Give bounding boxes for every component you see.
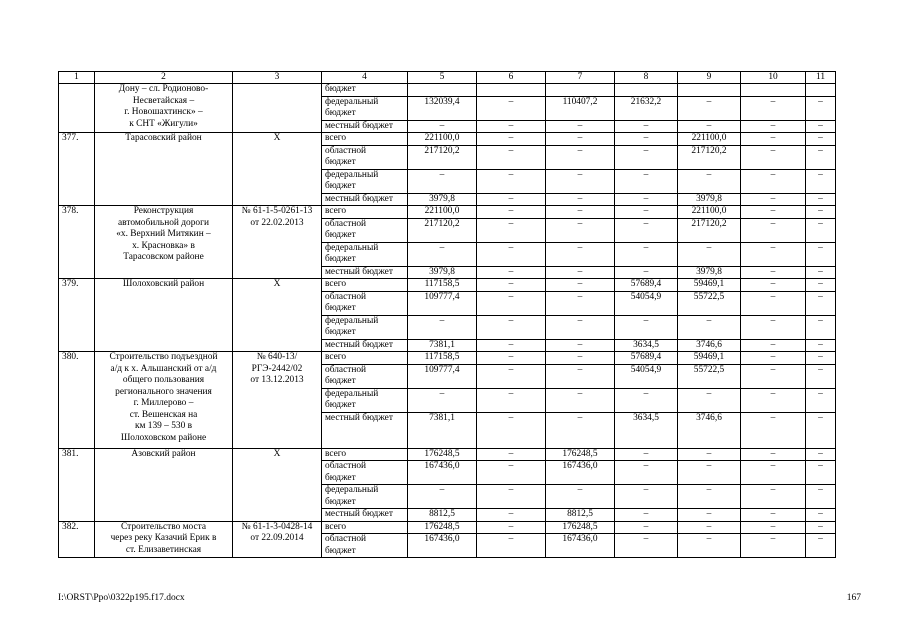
- amount-cell: –: [615, 509, 678, 522]
- document-number: № 61-1-5-0261-13 от 22.02.2013: [233, 206, 322, 279]
- table-row: [59, 521, 836, 534]
- amount-cell: –: [546, 145, 615, 169]
- funding-source: областной бюджет: [322, 534, 408, 558]
- amount-cell: –: [477, 412, 546, 448]
- amount-cell: –: [615, 218, 678, 242]
- amount-cell: –: [678, 534, 741, 558]
- table-row: [59, 352, 836, 365]
- amount-cell: –: [408, 388, 477, 412]
- amount-cell: –: [546, 133, 615, 146]
- object-name: Тарасовский район: [95, 133, 233, 206]
- funding-source: местный бюджет: [322, 509, 408, 522]
- amount-cell: –: [615, 461, 678, 485]
- amount-cell: 3634,5: [615, 412, 678, 448]
- object-name: Строительство подъездной а/д к х. Альшанский от а/д общего пользования регионального значения г. Миллерово – ст. Вешенская на км 139 – 530 в Шолоховском районе: [95, 352, 233, 449]
- funding-source: федеральный бюджет: [322, 242, 408, 266]
- column-number-row: [59, 72, 836, 84]
- amount-cell: –: [546, 169, 615, 193]
- amount-cell: 109777,4: [408, 364, 477, 388]
- amount-cell: 217120,2: [408, 145, 477, 169]
- amount-cell: –: [806, 133, 836, 146]
- amount-cell: –: [615, 242, 678, 266]
- amount-cell: –: [477, 96, 546, 120]
- amount-cell: –: [477, 448, 546, 461]
- row-number: 381.: [59, 448, 95, 521]
- amount-cell: 221100,0: [408, 206, 477, 219]
- amount-cell: –: [806, 339, 836, 352]
- amount-cell: 59469,1: [678, 352, 741, 365]
- amount-cell: 8812,5: [408, 509, 477, 522]
- funding-source: федеральный бюджет: [322, 96, 408, 120]
- amount-cell: 176248,5: [546, 448, 615, 461]
- object-name: Реконструкция автомобильной дороги «х. Верхний Митякин – х. Красновка» в Тарасовском районе: [95, 206, 233, 279]
- funding-source: федеральный бюджет: [322, 315, 408, 339]
- amount-cell: –: [477, 364, 546, 388]
- column-number: 11: [806, 72, 836, 84]
- amount-cell: 167436,0: [408, 534, 477, 558]
- table-row: [59, 448, 836, 461]
- amount-cell: –: [477, 485, 546, 509]
- table-body: [59, 72, 836, 558]
- column-number: 5: [408, 72, 477, 84]
- amount-cell: 59469,1: [678, 279, 741, 292]
- object-name: Азовский район: [95, 448, 233, 521]
- page-number: 167: [846, 593, 861, 603]
- amount-cell: –: [477, 218, 546, 242]
- amount-cell: –: [678, 388, 741, 412]
- amount-cell: –: [477, 169, 546, 193]
- funding-source: местный бюджет: [322, 412, 408, 448]
- amount-cell: 217120,2: [678, 145, 741, 169]
- funding-source: всего: [322, 521, 408, 534]
- amount-cell: –: [678, 315, 741, 339]
- amount-cell: 221100,0: [678, 133, 741, 146]
- amount-cell: 217120,2: [678, 218, 741, 242]
- amount-cell: –: [806, 193, 836, 206]
- amount-cell: 167436,0: [546, 534, 615, 558]
- amount-cell: 109777,4: [408, 291, 477, 315]
- amount-cell: –: [477, 279, 546, 292]
- amount-cell: –: [806, 96, 836, 120]
- document-number: № 61-1-3-0428-14 от 22.09.2014: [233, 521, 322, 558]
- amount-cell: –: [678, 242, 741, 266]
- column-number: 3: [233, 72, 322, 84]
- amount-cell: –: [477, 120, 546, 133]
- amount-cell: –: [741, 315, 806, 339]
- amount-cell: –: [477, 534, 546, 558]
- amount-cell: –: [615, 485, 678, 509]
- funding-source: местный бюджет: [322, 266, 408, 279]
- amount-cell: –: [477, 193, 546, 206]
- amount-cell: –: [477, 461, 546, 485]
- amount-cell: –: [741, 169, 806, 193]
- amount-cell: –: [741, 266, 806, 279]
- amount-cell: –: [741, 352, 806, 365]
- document-number: № 640-13/ РГЭ-2442/02 от 13.12.2013: [233, 352, 322, 449]
- amount-cell: –: [615, 534, 678, 558]
- funding-source: всего: [322, 206, 408, 219]
- table-row: [59, 279, 836, 292]
- amount-cell: –: [678, 120, 741, 133]
- amount-cell: –: [806, 388, 836, 412]
- amount-cell: –: [741, 145, 806, 169]
- amount-cell: –: [477, 133, 546, 146]
- amount-cell: –: [546, 388, 615, 412]
- amount-cell: –: [741, 448, 806, 461]
- amount-cell: [806, 84, 836, 97]
- amount-cell: –: [806, 364, 836, 388]
- funding-source: всего: [322, 133, 408, 146]
- amount-cell: 176248,5: [408, 521, 477, 534]
- amount-cell: –: [741, 96, 806, 120]
- amount-cell: –: [615, 169, 678, 193]
- amount-cell: 3746,6: [678, 339, 741, 352]
- amount-cell: 117158,5: [408, 279, 477, 292]
- amount-cell: 110407,2: [546, 96, 615, 120]
- amount-cell: –: [806, 534, 836, 558]
- amount-cell: –: [806, 521, 836, 534]
- amount-cell: –: [741, 388, 806, 412]
- funding-source: федеральный бюджет: [322, 388, 408, 412]
- amount-cell: –: [806, 412, 836, 448]
- amount-cell: –: [546, 218, 615, 242]
- object-name: Дону – сл. Родионово- Несветайская – г. Новошахтинск» – к СНТ «Жигули»: [95, 84, 233, 133]
- amount-cell: –: [546, 315, 615, 339]
- amount-cell: –: [806, 145, 836, 169]
- amount-cell: –: [678, 485, 741, 509]
- amount-cell: –: [615, 315, 678, 339]
- amount-cell: –: [615, 448, 678, 461]
- amount-cell: –: [546, 193, 615, 206]
- object-name: Строительство моста через реку Казачий Ерик в ст. Елизаветинская: [95, 521, 233, 558]
- amount-cell: –: [477, 388, 546, 412]
- amount-cell: –: [615, 120, 678, 133]
- amount-cell: –: [546, 266, 615, 279]
- amount-cell: –: [806, 291, 836, 315]
- amount-cell: –: [477, 242, 546, 266]
- amount-cell: –: [615, 266, 678, 279]
- amount-cell: –: [741, 485, 806, 509]
- column-number: 1: [59, 72, 95, 84]
- amount-cell: –: [546, 352, 615, 365]
- amount-cell: 3979,8: [678, 266, 741, 279]
- amount-cell: –: [477, 352, 546, 365]
- amount-cell: –: [806, 218, 836, 242]
- amount-cell: –: [741, 242, 806, 266]
- amount-cell: –: [741, 206, 806, 219]
- file-path: I:\ORST\Ppo\0322p195.f17.docx: [58, 593, 185, 603]
- column-number: 6: [477, 72, 546, 84]
- amount-cell: –: [408, 315, 477, 339]
- amount-cell: –: [806, 242, 836, 266]
- amount-cell: –: [806, 279, 836, 292]
- document-number: Х: [233, 133, 322, 206]
- amount-cell: –: [477, 291, 546, 315]
- funding-source: местный бюджет: [322, 120, 408, 133]
- amount-cell: –: [741, 279, 806, 292]
- amount-cell: –: [477, 315, 546, 339]
- funding-source: областной бюджет: [322, 145, 408, 169]
- amount-cell: 217120,2: [408, 218, 477, 242]
- amount-cell: –: [546, 279, 615, 292]
- amount-cell: –: [741, 364, 806, 388]
- amount-cell: [615, 84, 678, 97]
- amount-cell: –: [741, 193, 806, 206]
- amount-cell: –: [546, 412, 615, 448]
- amount-cell: 7381,1: [408, 339, 477, 352]
- amount-cell: 54054,9: [615, 291, 678, 315]
- amount-cell: 3979,8: [408, 193, 477, 206]
- amount-cell: 167436,0: [408, 461, 477, 485]
- column-number: 9: [678, 72, 741, 84]
- amount-cell: 176248,5: [408, 448, 477, 461]
- amount-cell: 7381,1: [408, 412, 477, 448]
- amount-cell: –: [678, 96, 741, 120]
- amount-cell: –: [806, 485, 836, 509]
- document-number: Х: [233, 279, 322, 352]
- funding-source: местный бюджет: [322, 339, 408, 352]
- amount-cell: 21632,2: [615, 96, 678, 120]
- amount-cell: 117158,5: [408, 352, 477, 365]
- amount-cell: –: [741, 461, 806, 485]
- amount-cell: –: [806, 461, 836, 485]
- amount-cell: [741, 84, 806, 97]
- amount-cell: –: [678, 448, 741, 461]
- amount-cell: –: [477, 339, 546, 352]
- amount-cell: –: [477, 509, 546, 522]
- amount-cell: –: [477, 206, 546, 219]
- amount-cell: –: [678, 509, 741, 522]
- funding-source: областной бюджет: [322, 218, 408, 242]
- amount-cell: –: [741, 412, 806, 448]
- column-number: 10: [741, 72, 806, 84]
- funding-source: областной бюджет: [322, 461, 408, 485]
- amount-cell: –: [615, 521, 678, 534]
- amount-cell: 55722,5: [678, 291, 741, 315]
- amount-cell: –: [546, 242, 615, 266]
- amount-cell: –: [615, 206, 678, 219]
- amount-cell: –: [408, 485, 477, 509]
- funding-source: федеральный бюджет: [322, 485, 408, 509]
- funding-source: федеральный бюджет: [322, 169, 408, 193]
- amount-cell: 221100,0: [408, 133, 477, 146]
- amount-cell: –: [615, 145, 678, 169]
- amount-cell: –: [806, 120, 836, 133]
- amount-cell: –: [806, 448, 836, 461]
- table-row: [59, 206, 836, 219]
- object-name: Шолоховский район: [95, 279, 233, 352]
- amount-cell: [477, 84, 546, 97]
- column-number: 7: [546, 72, 615, 84]
- amount-cell: –: [477, 145, 546, 169]
- amount-cell: –: [806, 315, 836, 339]
- column-number: 4: [322, 72, 408, 84]
- table-row: [59, 84, 836, 97]
- amount-cell: [408, 84, 477, 97]
- amount-cell: 3634,5: [615, 339, 678, 352]
- amount-cell: –: [741, 291, 806, 315]
- amount-cell: 54054,9: [615, 364, 678, 388]
- amount-cell: –: [408, 242, 477, 266]
- row-number: [59, 84, 95, 133]
- funding-source: местный бюджет: [322, 193, 408, 206]
- amount-cell: 8812,5: [546, 509, 615, 522]
- amount-cell: –: [615, 133, 678, 146]
- amount-cell: –: [806, 169, 836, 193]
- amount-cell: –: [806, 266, 836, 279]
- funding-source: всего: [322, 279, 408, 292]
- funding-source: областной бюджет: [322, 364, 408, 388]
- amount-cell: 3979,8: [678, 193, 741, 206]
- amount-cell: –: [546, 364, 615, 388]
- row-number: 377.: [59, 133, 95, 206]
- amount-cell: –: [678, 521, 741, 534]
- column-number: 2: [95, 72, 233, 84]
- amount-cell: –: [806, 352, 836, 365]
- amount-cell: 3979,8: [408, 266, 477, 279]
- document-number: [233, 84, 322, 133]
- amount-cell: –: [546, 339, 615, 352]
- amount-cell: 57689,4: [615, 279, 678, 292]
- amount-cell: –: [408, 120, 477, 133]
- amount-cell: –: [546, 120, 615, 133]
- amount-cell: –: [741, 218, 806, 242]
- document-number: Х: [233, 448, 322, 521]
- amount-cell: –: [741, 133, 806, 146]
- funding-source: областной бюджет: [322, 291, 408, 315]
- amount-cell: –: [741, 120, 806, 133]
- budget-table: [58, 71, 836, 558]
- amount-cell: –: [615, 388, 678, 412]
- amount-cell: –: [678, 169, 741, 193]
- amount-cell: 132039,4: [408, 96, 477, 120]
- amount-cell: –: [741, 339, 806, 352]
- amount-cell: –: [741, 534, 806, 558]
- amount-cell: –: [741, 521, 806, 534]
- amount-cell: 55722,5: [678, 364, 741, 388]
- column-number: 8: [615, 72, 678, 84]
- amount-cell: 167436,0: [546, 461, 615, 485]
- amount-cell: –: [477, 521, 546, 534]
- amount-cell: –: [615, 193, 678, 206]
- funding-source: всего: [322, 448, 408, 461]
- row-number: 380.: [59, 352, 95, 449]
- amount-cell: 221100,0: [678, 206, 741, 219]
- amount-cell: –: [546, 206, 615, 219]
- amount-cell: [546, 84, 615, 97]
- funding-source: бюджет: [322, 84, 408, 97]
- amount-cell: –: [477, 266, 546, 279]
- amount-cell: 3746,6: [678, 412, 741, 448]
- amount-cell: –: [806, 206, 836, 219]
- amount-cell: –: [408, 169, 477, 193]
- amount-cell: 176248,5: [546, 521, 615, 534]
- row-number: 378.: [59, 206, 95, 279]
- funding-source: всего: [322, 352, 408, 365]
- row-number: 379.: [59, 279, 95, 352]
- table-row: [59, 133, 836, 146]
- amount-cell: 57689,4: [615, 352, 678, 365]
- amount-cell: –: [678, 461, 741, 485]
- amount-cell: –: [741, 509, 806, 522]
- amount-cell: [678, 84, 741, 97]
- amount-cell: –: [546, 485, 615, 509]
- row-number: 382.: [59, 521, 95, 558]
- amount-cell: –: [546, 291, 615, 315]
- amount-cell: –: [806, 509, 836, 522]
